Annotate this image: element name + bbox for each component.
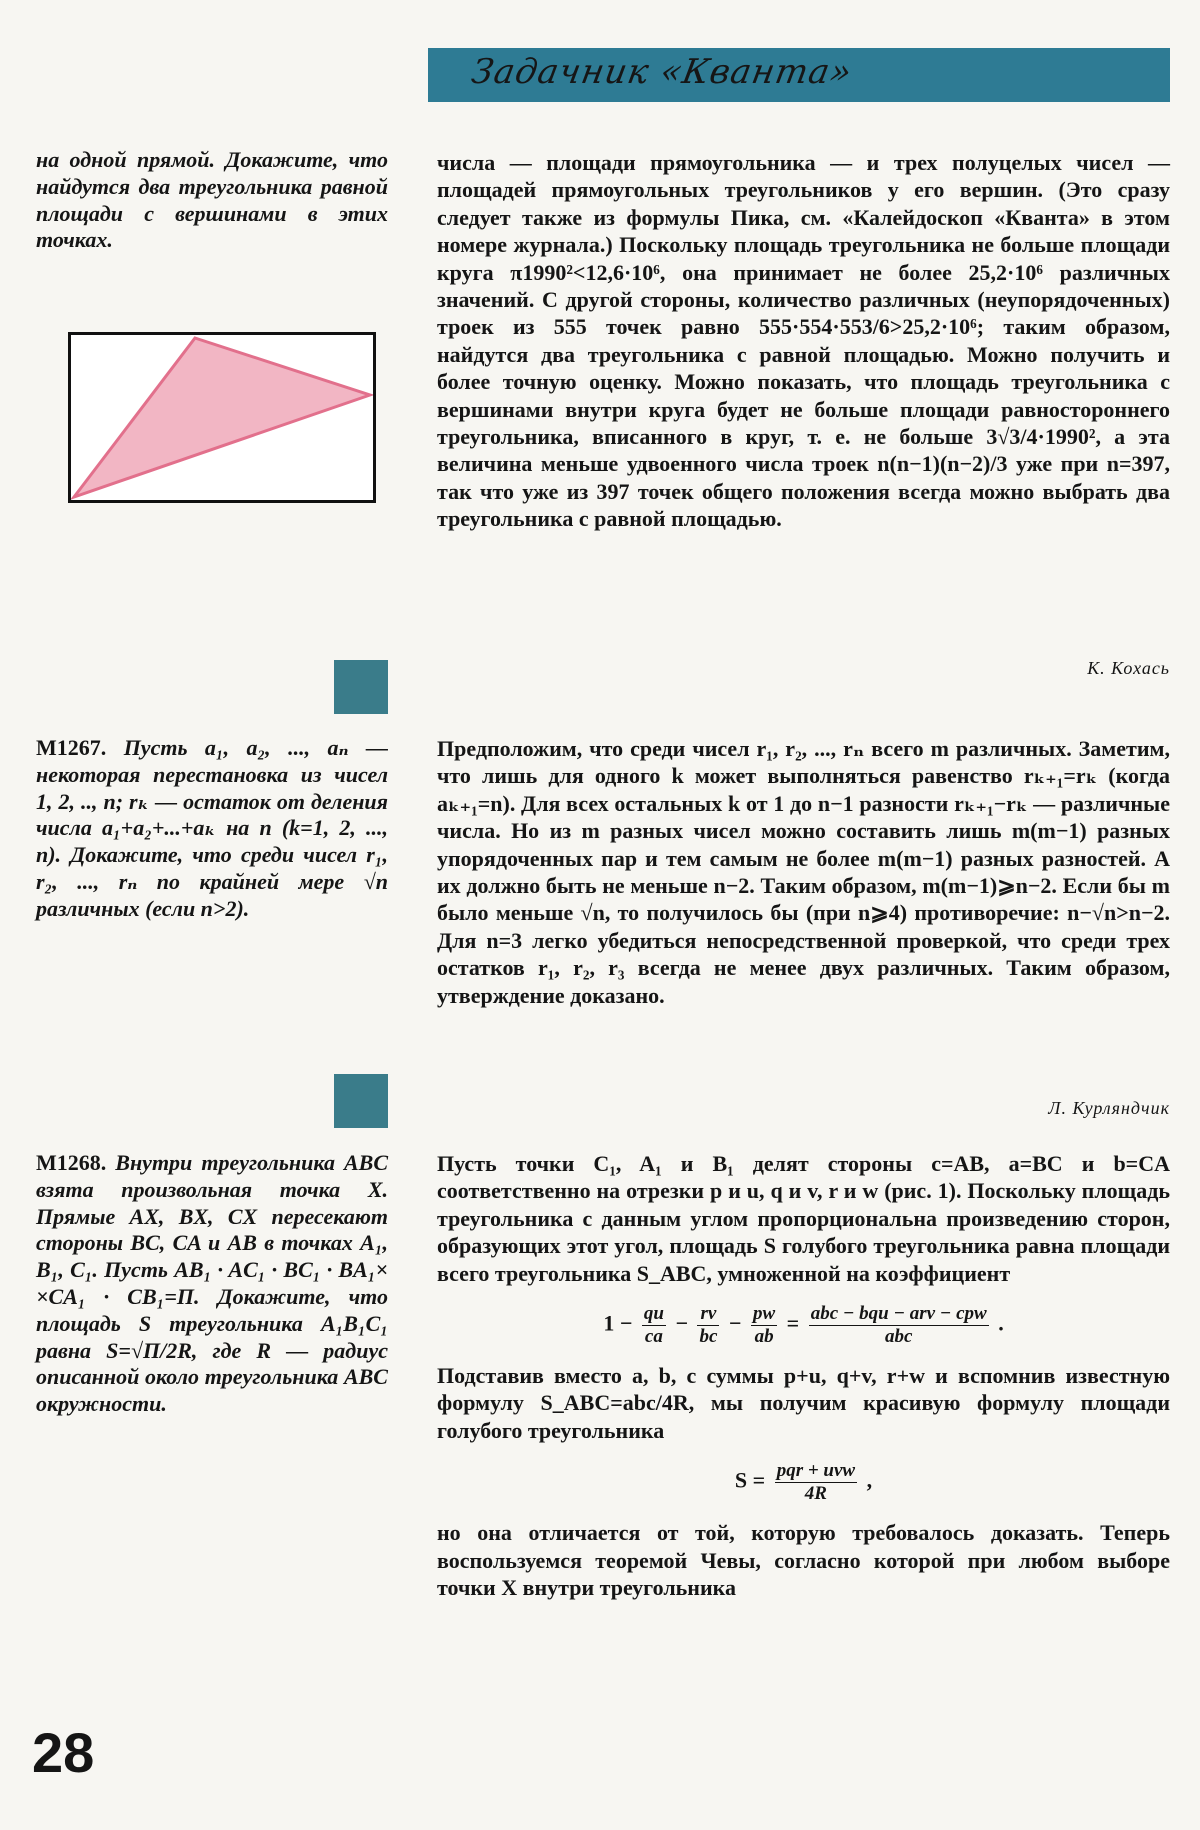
fraction-pw-ab: $\frac{pw}{ab}$	[752, 1303, 776, 1348]
fraction-area: $\frac{\text{pqr + uvw}}{4R}$	[776, 1460, 856, 1505]
prev-author: К. Кохась	[1087, 658, 1170, 678]
m1268-solution-p2: Подставив вместо a, b, c суммы p+u, q+v, r+w и вспомнив известную формулу S_ABC=abc/4R, мы получим красивую формулу площади голубого треугольника	[437, 1363, 1170, 1443]
m1268-id: М1268.	[36, 1150, 107, 1175]
prev-solution: числа — площади прямоугольника — и трех полуцелых чисел — площадей прямоугольных треугольников у его вершин. (Это сразу следует также из формулы Пика, см. «Калейдоскоп «Кванта» в этом номере журнала.) Поскольку площадь треугольника не больше площади круга π1990²<12,6·10⁶, она принимает не более 25,2·10⁶ различных значений. С другой стороны, количество различных (неупорядоченных) троек из 555 точек равно 555·554·553/6>25,2·10⁶; таким образом, найдутся два треугольника с равной площадью. Можно получить и более точную оценку. Можно показать, что площадь треугольника с вершинами внутри круга будет не больше площади равностороннего треугольника, вписанного в круг, т. е. не больше 3√3/4·1990², а эта величина меньше удвоенного числа троек n(n−1)(n−2)/3 уже при n=397, так что уже из 397 точек общего положения всегда можно выбрать два треугольника с равной площадью.	[437, 150, 1170, 532]
m1267-solution: Предположим, что среди чисел r₁, r₂, ..., rₙ всего m различных. Заметим, что лишь для одного k может выполняться равенство rₖ₊₁=rₖ (когда aₖ₊₁=n). Для всех остальных k от 1 до n−1 разности rₖ₊₁−rₖ — различные числа. Но из m разных чисел можно составить лишь m(m−1) разных упорядоченных пар и тем самым не более m(m−1) разных разностей. А их должно быть не меньше n−2. Таким образом, m(m−1)⩾n−2. Если бы m было меньше √n, то получилось бы (при n⩾4) противоречие: n−√n>n−2. Для n=3 легко убедиться непосредственной проверкой, что среди трех остатков r₁, r₂, r₃ всегда не менее двух различных. Таким образом, утверждение доказано.	[437, 736, 1170, 1008]
formula2-tail: ,	[866, 1467, 873, 1493]
formula1-tail: .	[998, 1310, 1004, 1336]
fraction-qu-ca: $\frac{qu}{ca}$	[643, 1303, 664, 1348]
pink-triangle	[74, 338, 370, 497]
m1268-statement-block	[36, 1150, 388, 1418]
triangle-figure	[68, 332, 376, 503]
m1267-statement-block	[36, 735, 388, 923]
m1267-id: М1267.	[36, 735, 107, 760]
page-number: 28	[32, 1721, 95, 1784]
triangle-illustration	[71, 335, 373, 500]
fraction-result: $\frac{\text{abc − bqu − arv − cpw}}{\text{abc}}$	[810, 1303, 987, 1348]
m1268-solution-p3: но она отличается от той, которую требовалось доказать. Теперь воспользуемся теоремой Чевы, согласно которой при любом выборе точки X внутри треугольника	[437, 1520, 1170, 1601]
m1268-statement: Внутри треугольника ABC взята произвольная точка X. Прямые AX, BX, CX пересекают стороны BC, CA и AB в точках A₁, B₁, C₁. Пусть AB₁ · AC₁ · BC₁ · BA₁× ×CA₁ · CB₁=П. Докажите, что площадь S треугольника A₁B₁C₁ равна S=√П/2R, где R — радиус описанной около треугольника ABC окружности.	[36, 1150, 388, 1417]
fraction-rv-bc: $\frac{rv}{bc}$	[699, 1303, 718, 1348]
section-marker-square	[334, 660, 388, 714]
formula-area	[437, 1460, 1170, 1505]
formula-coefficient: 1 − $\frac{qu}{ca}$ − $\frac{rv}{bc}$ − $\frac{pw}{ab}$ = $\frac{\text{abc − bqu − arv − cpw}}{\text{abc}}$ .	[603, 1303, 1004, 1348]
header-title: Задачник «Кванта»	[468, 52, 856, 92]
m1267-author: Л. Курляндчик	[1048, 1098, 1170, 1118]
m1268-solution-p1: Пусть точки C₁, A₁ и B₁ делят стороны c=AB, a=BC и b=CA соответственно на отрезки p и u, q и v, r и w (рис. 1). Поскольку площадь треугольника с данным углом пропорциональна произведению сторон, образующих этот угол, площадь S голубого треугольника равна площади всего треугольника S_ABC, умноженной на коэффициент	[437, 1151, 1170, 1286]
formula1-lead: 1 −	[603, 1310, 633, 1336]
m1268-solution	[437, 1150, 1170, 1601]
m1267-statement: Пусть a₁, a₂, ..., aₙ — некоторая перестановка из чисел 1, 2, .., n; rₖ — остаток от деления числа a₁+a₂+...+aₖ на n (k=1, 2, ..., n). Докажите, что среди чисел r₁, r₂, ..., rₙ по крайней мере √n различных (если n>2).	[36, 735, 388, 921]
formula2-lead: S =	[734, 1467, 766, 1493]
prev-problem-tail: на одной прямой. Докажите, что найдутся два треугольника равной площади с вершинами в этих точках.	[36, 147, 388, 253]
section-marker-square-2	[334, 1074, 388, 1128]
